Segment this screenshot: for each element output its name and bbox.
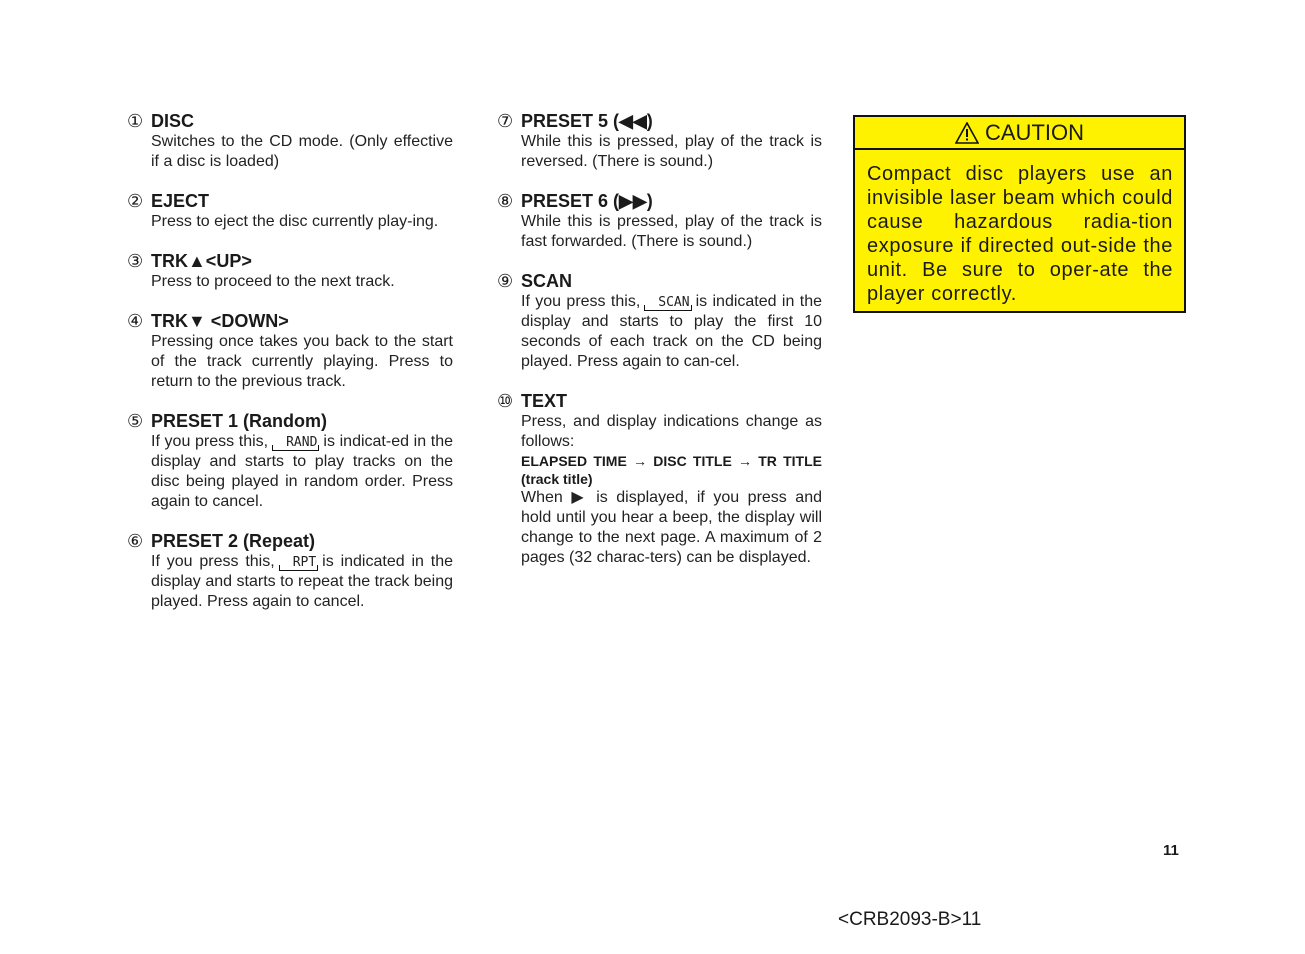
item-title: TRK▼ <DOWN> [151,311,289,331]
display-sequence: ELAPSED TIME → DISC TITLE → TR TITLE (track title) [521,453,822,487]
item-preset2 [127,530,453,612]
item-number: ⑧ [497,191,514,211]
item-title: PRESET 1 (Random) [151,411,328,431]
item-title: PRESET 5 (◀◀) [521,111,653,131]
item-title: TRK▲<UP> [151,251,252,271]
item-description [151,432,453,512]
item-description: Press to eject the disc currently play-ing. [151,213,439,230]
item-title: DISC [151,111,195,131]
left-column [127,110,453,630]
item-number: ② [127,191,144,211]
item-description-2: When ▶ is displayed, if you press and hold until you hear a beep, the display will change to the next page. A maximum of 2 pages (32 charac-ters) can be displayed. [521,489,822,566]
document-code: <CRB2093-B>11 [838,909,982,930]
item-scan [497,270,822,372]
desc-post: is indicated in the display and starts to play the first 10 seconds of each track on the CD being played. Press again to can-cel. [521,293,822,370]
item-title: PRESET 6 (▶▶) [521,191,653,211]
item-preset1 [127,410,453,512]
item-number: ⑨ [497,271,514,291]
caution-header [855,117,1184,150]
item-number: ① [127,111,144,131]
item-description [151,552,453,612]
item-description: Press to proceed to the next track. [151,273,395,290]
caution-title: CAUTION [985,119,1084,145]
caution-box [853,115,1186,313]
item-description [521,292,822,372]
item-number: ⑥ [127,531,144,551]
item-preset5 [497,110,822,172]
item-trk-up [127,250,453,292]
item-eject [127,190,453,232]
desc-post: is indicat-ed in the display and starts to play tracks on the disc being played in random order. Press again to cancel. [151,433,453,510]
desc-post: is indicated in the display and starts to repeat the track being played. Press again to cancel. [151,553,453,610]
item-description: While this is pressed, play of the track is fast forwarded. (There is sound.) [521,213,822,250]
item-description: While this is pressed, play of the track is reversed. (There is sound.) [521,133,822,170]
desc-pre: If you press this, [151,553,275,570]
middle-column [497,110,822,586]
item-title: EJECT [151,191,210,211]
item-text [497,390,822,568]
desc-pre: If you press this, [521,293,641,310]
display-indicator-rand: RAND [272,436,319,451]
item-title: PRESET 2 (Repeat) [151,531,316,551]
item-title: SCAN [521,271,573,291]
desc-pre: If you press this, [151,433,269,450]
item-preset6 [497,190,822,252]
warning-triangle-icon [955,122,979,144]
item-description: Press, and display indications change as follows: [521,413,822,450]
item-description: Pressing once takes you back to the start of the track currently playing. Press to return to the previous track. [151,333,453,390]
page-number: 11 [1163,842,1179,859]
item-title: TEXT [521,391,568,411]
item-trk-down [127,310,453,392]
item-description: Switches to the CD mode. (Only effective if a disc is loaded) [151,133,453,170]
caution-text: Compact disc players use an invisible laser beam which could cause hazardous radia-tion exposure if directed out-side the unit. Be sure to oper-ate the player correctly. [867,163,1173,305]
display-indicator-scan: SCAN [644,296,691,311]
item-disc [127,110,453,172]
item-number: ③ [127,251,144,271]
display-indicator-rpt: RPT [279,556,318,571]
item-number: ④ [127,311,144,331]
item-number: ⑩ [497,391,514,411]
item-number: ⑤ [127,411,144,431]
item-number: ⑦ [497,111,514,131]
